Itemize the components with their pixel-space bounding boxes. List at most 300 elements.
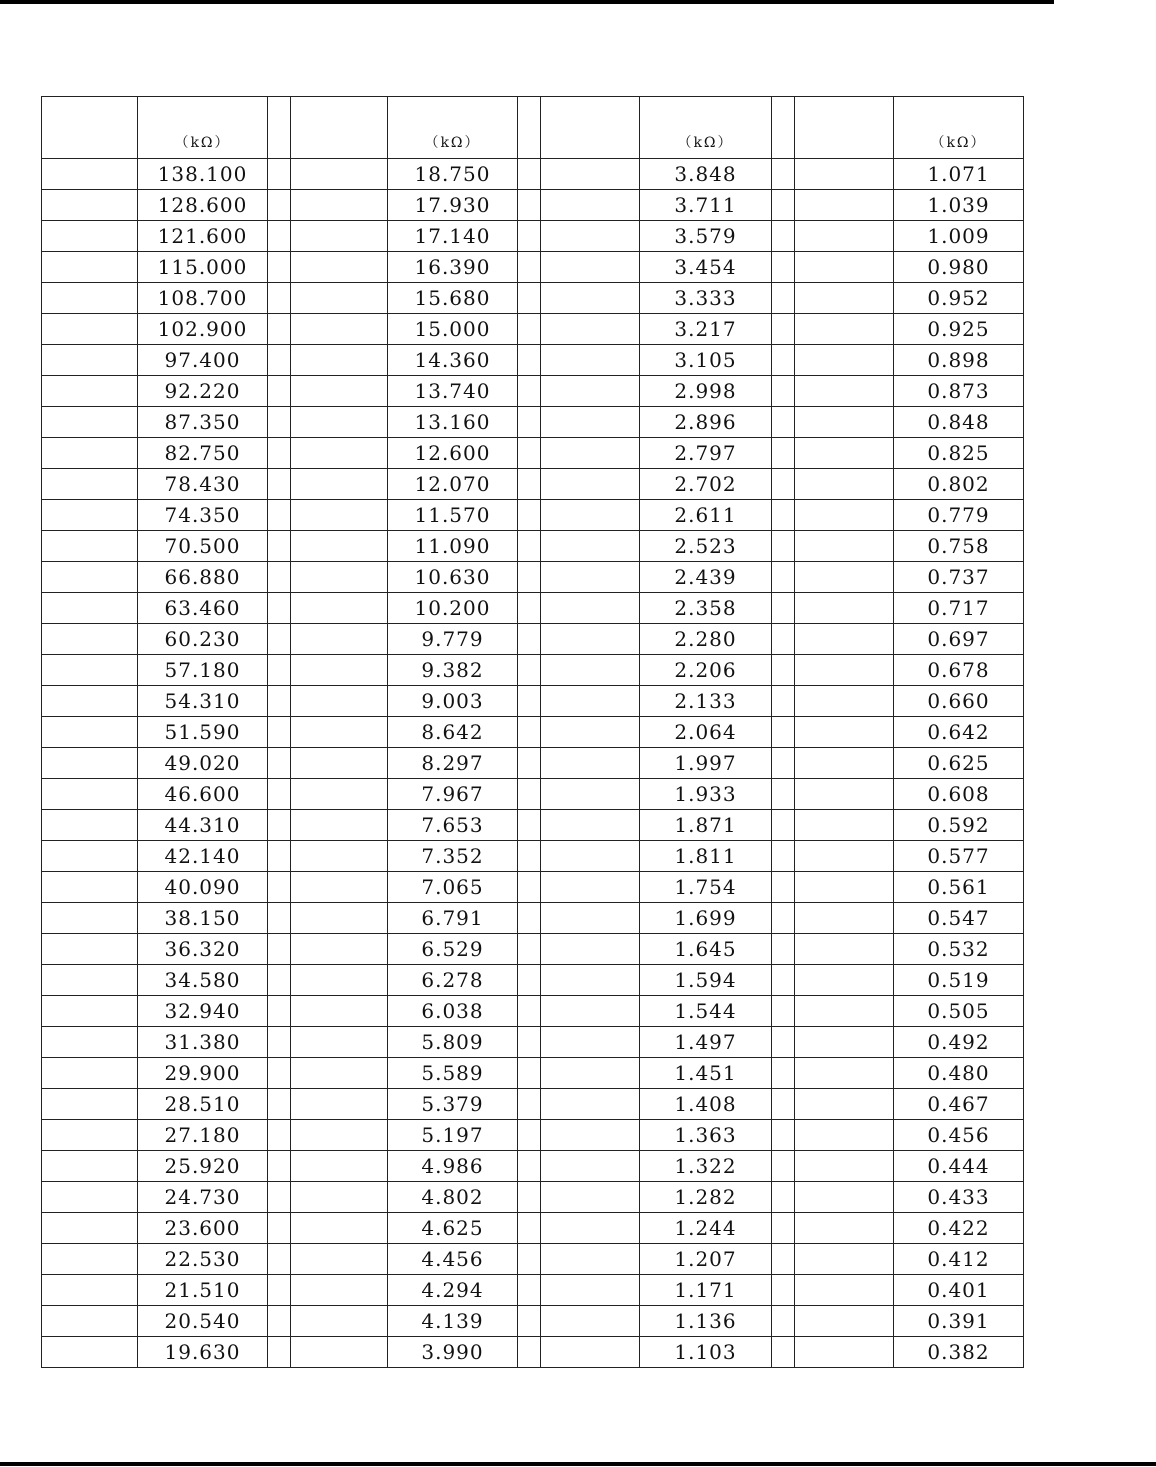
resistance-cell: 0.737: [894, 562, 1024, 593]
temp-cell: [541, 593, 640, 624]
table-row: [42, 252, 1024, 283]
resistance-cell: 20.540: [138, 1306, 268, 1337]
spacer-cell: [772, 1182, 795, 1213]
resistance-cell: 6.529: [388, 934, 518, 965]
spacer-cell: [518, 469, 541, 500]
temp-cell: [42, 1120, 138, 1151]
resistance-cell: 22.530: [138, 1244, 268, 1275]
temp-cell: [42, 872, 138, 903]
temp-header-2: [291, 97, 388, 159]
resistance-cell: 51.590: [138, 717, 268, 748]
resistance-cell: 1.594: [640, 965, 772, 996]
temp-cell: [795, 438, 894, 469]
spacer-cell: [518, 314, 541, 345]
resistance-cell: 1.363: [640, 1120, 772, 1151]
resistance-cell: 44.310: [138, 810, 268, 841]
temp-cell: [541, 1089, 640, 1120]
temp-header-3: [541, 97, 640, 159]
temp-cell: [541, 1275, 640, 1306]
temp-cell: [795, 469, 894, 500]
temp-cell: [541, 469, 640, 500]
spacer-cell: [518, 1275, 541, 1306]
resistance-cell: 14.360: [388, 345, 518, 376]
temp-cell: [291, 1027, 388, 1058]
resistance-cell: 9.003: [388, 686, 518, 717]
resistance-cell: 0.532: [894, 934, 1024, 965]
temp-cell: [291, 903, 388, 934]
table-row: [42, 717, 1024, 748]
resistance-cell: 4.986: [388, 1151, 518, 1182]
temp-header-1: [42, 97, 138, 159]
spacer-cell: [268, 965, 291, 996]
temp-cell: [541, 624, 640, 655]
resistance-cell: 10.200: [388, 593, 518, 624]
temp-cell: [42, 717, 138, 748]
resistance-cell: 0.898: [894, 345, 1024, 376]
spacer-cell: [518, 1120, 541, 1151]
resistance-cell: 1.244: [640, 1213, 772, 1244]
resistance-cell: 18.750: [388, 159, 518, 190]
temp-cell: [541, 655, 640, 686]
temp-cell: [541, 779, 640, 810]
resistance-cell: 19.630: [138, 1337, 268, 1368]
resistance-cell: 82.750: [138, 438, 268, 469]
temp-cell: [42, 841, 138, 872]
resistance-cell: 5.809: [388, 1027, 518, 1058]
temp-cell: [795, 1306, 894, 1337]
temp-cell: [291, 1182, 388, 1213]
resistance-cell: 25.920: [138, 1151, 268, 1182]
temp-cell: [541, 1027, 640, 1058]
temp-cell: [795, 779, 894, 810]
temp-cell: [541, 965, 640, 996]
resistance-cell: 1.171: [640, 1275, 772, 1306]
table-row: [42, 655, 1024, 686]
resistance-cell: 1.933: [640, 779, 772, 810]
temp-cell: [541, 1120, 640, 1151]
resistance-cell: 1.282: [640, 1182, 772, 1213]
temp-cell: [42, 469, 138, 500]
spacer-cell: [772, 1027, 795, 1058]
resistance-cell: 0.444: [894, 1151, 1024, 1182]
resistance-cell: 27.180: [138, 1120, 268, 1151]
resistance-cell: 2.206: [640, 655, 772, 686]
spacer-cell: [268, 221, 291, 252]
temp-cell: [795, 748, 894, 779]
resistance-cell: 2.797: [640, 438, 772, 469]
table-row: [42, 1182, 1024, 1213]
temp-cell: [795, 500, 894, 531]
spacer-cell: [518, 376, 541, 407]
temp-cell: [541, 717, 640, 748]
table-row: [42, 283, 1024, 314]
temp-cell: [291, 1244, 388, 1275]
resistance-cell: 0.422: [894, 1213, 1024, 1244]
temp-cell: [291, 810, 388, 841]
temp-cell: [42, 1337, 138, 1368]
spacer-cell: [772, 376, 795, 407]
spacer-cell: [518, 1089, 541, 1120]
temp-cell: [541, 1058, 640, 1089]
temp-cell: [291, 314, 388, 345]
temp-cell: [795, 655, 894, 686]
resistance-cell: 21.510: [138, 1275, 268, 1306]
temp-cell: [541, 841, 640, 872]
resistance-cell: 0.779: [894, 500, 1024, 531]
resistance-cell: 1.811: [640, 841, 772, 872]
spacer-cell: [268, 314, 291, 345]
temp-cell: [42, 655, 138, 686]
resistance-cell: 78.430: [138, 469, 268, 500]
resistance-header-2: [388, 97, 518, 159]
temp-cell: [291, 1120, 388, 1151]
temp-cell: [541, 345, 640, 376]
spacer-cell: [518, 965, 541, 996]
spacer-cell: [268, 345, 291, 376]
spacer-cell: [268, 624, 291, 655]
spacer-cell: [518, 717, 541, 748]
temp-cell: [795, 221, 894, 252]
table-row: [42, 903, 1024, 934]
temp-cell: [541, 748, 640, 779]
spacer-cell: [268, 748, 291, 779]
temp-cell: [291, 221, 388, 252]
spacer-cell: [268, 469, 291, 500]
resistance-cell: 0.642: [894, 717, 1024, 748]
spacer-cell: [268, 1058, 291, 1089]
resistance-cell: 23.600: [138, 1213, 268, 1244]
spacer-cell: [772, 252, 795, 283]
temp-cell: [795, 1275, 894, 1306]
resistance-cell: 12.600: [388, 438, 518, 469]
temp-cell: [291, 748, 388, 779]
spacer-cell: [268, 1275, 291, 1306]
spacer-cell: [772, 1337, 795, 1368]
temp-cell: [42, 903, 138, 934]
spacer-cell: [518, 996, 541, 1027]
table-row: [42, 376, 1024, 407]
temp-cell: [291, 996, 388, 1027]
resistance-cell: 2.439: [640, 562, 772, 593]
spacer-cell: [268, 996, 291, 1027]
resistance-cell: 54.310: [138, 686, 268, 717]
resistance-cell: 16.390: [388, 252, 518, 283]
header-row: [42, 97, 1024, 159]
temp-cell: [42, 686, 138, 717]
temp-cell: [291, 1089, 388, 1120]
resistance-cell: 0.480: [894, 1058, 1024, 1089]
resistance-cell: 3.990: [388, 1337, 518, 1368]
table-row: [42, 314, 1024, 345]
table-row: [42, 1213, 1024, 1244]
resistance-cell: 1.645: [640, 934, 772, 965]
table-row: [42, 996, 1024, 1027]
resistance-cell: 7.653: [388, 810, 518, 841]
resistance-cell: 2.133: [640, 686, 772, 717]
resistance-cell: 2.523: [640, 531, 772, 562]
resistance-cell: 0.467: [894, 1089, 1024, 1120]
resistance-cell: 2.064: [640, 717, 772, 748]
resistance-cell: 97.400: [138, 345, 268, 376]
temp-cell: [291, 1213, 388, 1244]
resistance-cell: 9.382: [388, 655, 518, 686]
resistance-cell: 17.140: [388, 221, 518, 252]
temp-cell: [291, 1058, 388, 1089]
table-row: [42, 872, 1024, 903]
table-row: [42, 407, 1024, 438]
temp-cell: [291, 159, 388, 190]
temp-cell: [42, 438, 138, 469]
resistance-cell: 0.758: [894, 531, 1024, 562]
resistance-cell: 128.600: [138, 190, 268, 221]
temp-cell: [291, 562, 388, 593]
spacer-cell: [268, 1027, 291, 1058]
temp-cell: [795, 903, 894, 934]
resistance-cell: 3.105: [640, 345, 772, 376]
temp-cell: [541, 810, 640, 841]
resistance-cell: 40.090: [138, 872, 268, 903]
table-row: [42, 779, 1024, 810]
resistance-header-1: [138, 97, 268, 159]
temp-cell: [42, 562, 138, 593]
temp-cell: [291, 779, 388, 810]
spacer-cell: [518, 655, 541, 686]
temp-cell: [795, 376, 894, 407]
resistance-cell: 2.358: [640, 593, 772, 624]
resistance-cell: 11.570: [388, 500, 518, 531]
resistance-cell: 0.802: [894, 469, 1024, 500]
temp-cell: [795, 1151, 894, 1182]
temp-cell: [795, 934, 894, 965]
spacer-cell: [268, 779, 291, 810]
temp-cell: [291, 345, 388, 376]
spacer-cell: [772, 748, 795, 779]
spacer-cell: [772, 1151, 795, 1182]
temp-cell: [795, 1120, 894, 1151]
temp-cell: [795, 345, 894, 376]
spacer-cell: [268, 872, 291, 903]
spacer-cell: [772, 841, 795, 872]
resistance-cell: 3.217: [640, 314, 772, 345]
spacer-cell: [772, 965, 795, 996]
spacer-cell: [772, 190, 795, 221]
resistance-cell: 1.699: [640, 903, 772, 934]
spacer-cell: [268, 500, 291, 531]
resistance-cell: 13.740: [388, 376, 518, 407]
temp-cell: [795, 314, 894, 345]
temp-cell: [42, 190, 138, 221]
resistance-cell: 0.925: [894, 314, 1024, 345]
temp-cell: [42, 1213, 138, 1244]
spacer-cell: [268, 1120, 291, 1151]
spacer-cell: [518, 1182, 541, 1213]
temp-cell: [541, 376, 640, 407]
temp-cell: [42, 407, 138, 438]
temp-cell: [291, 531, 388, 562]
resistance-cell: 3.711: [640, 190, 772, 221]
temp-cell: [291, 469, 388, 500]
resistance-cell: 4.456: [388, 1244, 518, 1275]
resistance-cell: 9.779: [388, 624, 518, 655]
temp-cell: [541, 190, 640, 221]
resistance-header-3: [640, 97, 772, 159]
table-row: [42, 748, 1024, 779]
resistance-cell: 5.379: [388, 1089, 518, 1120]
resistance-cell: 0.678: [894, 655, 1024, 686]
temp-cell: [541, 1337, 640, 1368]
resistance-cell: 66.880: [138, 562, 268, 593]
spacer-cell: [268, 159, 291, 190]
spacer-cell: [772, 1058, 795, 1089]
temp-cell: [795, 1337, 894, 1368]
spacer-cell: [268, 934, 291, 965]
resistance-cell: 0.505: [894, 996, 1024, 1027]
resistance-cell: 38.150: [138, 903, 268, 934]
top-rule: [0, 0, 1054, 4]
spacer-cell: [268, 407, 291, 438]
resistance-cell: 12.070: [388, 469, 518, 500]
resistance-cell: 3.848: [640, 159, 772, 190]
temp-cell: [42, 1244, 138, 1275]
temp-cell: [291, 252, 388, 283]
resistance-cell: 1.544: [640, 996, 772, 1027]
resistance-cell: 1.071: [894, 159, 1024, 190]
table-row: [42, 159, 1024, 190]
unit-label: （kΩ）: [930, 135, 987, 151]
temp-cell: [541, 903, 640, 934]
resistance-cell: 7.065: [388, 872, 518, 903]
resistance-cell: 42.140: [138, 841, 268, 872]
temp-cell: [541, 283, 640, 314]
spacer-cell: [518, 252, 541, 283]
resistance-cell: 60.230: [138, 624, 268, 655]
resistance-cell: 0.456: [894, 1120, 1024, 1151]
temp-header-4: [795, 97, 894, 159]
resistance-cell: 1.136: [640, 1306, 772, 1337]
resistance-cell: 0.391: [894, 1306, 1024, 1337]
temp-cell: [42, 748, 138, 779]
table-row: [42, 345, 1024, 376]
temp-cell: [291, 934, 388, 965]
spacer-cell: [772, 996, 795, 1027]
temp-cell: [541, 1213, 640, 1244]
temp-cell: [42, 1182, 138, 1213]
spacer-cell: [772, 407, 795, 438]
spacer-cell: [772, 531, 795, 562]
bottom-rule: [0, 1462, 1156, 1466]
spacer-cell: [268, 283, 291, 314]
temp-cell: [291, 376, 388, 407]
spacer-cell: [518, 903, 541, 934]
temp-cell: [541, 1182, 640, 1213]
table-row: [42, 500, 1024, 531]
spacer-cell: [772, 872, 795, 903]
table-row: [42, 1337, 1024, 1368]
spacer-cell: [772, 1213, 795, 1244]
resistance-cell: 1.207: [640, 1244, 772, 1275]
resistance-cell: 2.611: [640, 500, 772, 531]
temp-cell: [291, 1337, 388, 1368]
temp-cell: [291, 283, 388, 314]
temp-cell: [291, 500, 388, 531]
spacer-cell: [268, 655, 291, 686]
resistance-cell: 29.900: [138, 1058, 268, 1089]
spacer-cell: [518, 221, 541, 252]
resistance-cell: 2.896: [640, 407, 772, 438]
resistance-cell: 17.930: [388, 190, 518, 221]
resistance-header-4: [894, 97, 1024, 159]
temp-cell: [541, 996, 640, 1027]
spacer-cell: [772, 934, 795, 965]
temp-cell: [42, 934, 138, 965]
temp-cell: [42, 624, 138, 655]
spacer-cell: [268, 717, 291, 748]
spacer-cell: [268, 252, 291, 283]
table-row: [42, 531, 1024, 562]
spacer-cell: [518, 283, 541, 314]
resistance-cell: 0.848: [894, 407, 1024, 438]
unit-label: （kΩ）: [424, 135, 481, 151]
temp-cell: [795, 686, 894, 717]
table-row: [42, 1151, 1024, 1182]
spacer-cell: [772, 159, 795, 190]
temp-cell: [541, 1306, 640, 1337]
resistance-cell: 6.278: [388, 965, 518, 996]
temp-cell: [42, 283, 138, 314]
resistance-cell: 0.697: [894, 624, 1024, 655]
spacer-cell: [268, 376, 291, 407]
spacer-cell: [772, 1089, 795, 1120]
temp-cell: [42, 345, 138, 376]
temp-cell: [291, 593, 388, 624]
resistance-cell: 1.322: [640, 1151, 772, 1182]
temp-cell: [795, 1244, 894, 1275]
spacer-cell: [772, 655, 795, 686]
resistance-table: [41, 96, 1024, 1368]
resistance-cell: 0.577: [894, 841, 1024, 872]
temp-cell: [795, 810, 894, 841]
temp-cell: [42, 1058, 138, 1089]
spacer-cell: [518, 438, 541, 469]
temp-cell: [42, 221, 138, 252]
resistance-cell: 0.519: [894, 965, 1024, 996]
resistance-cell: 2.998: [640, 376, 772, 407]
temp-cell: [795, 190, 894, 221]
temp-cell: [795, 872, 894, 903]
temp-cell: [42, 500, 138, 531]
resistance-cell: 0.547: [894, 903, 1024, 934]
temp-cell: [42, 252, 138, 283]
spacer-cell: [518, 562, 541, 593]
temp-cell: [42, 779, 138, 810]
temp-cell: [42, 593, 138, 624]
resistance-cell: 7.352: [388, 841, 518, 872]
table-row: [42, 469, 1024, 500]
resistance-cell: 8.642: [388, 717, 518, 748]
temp-cell: [541, 872, 640, 903]
resistance-cell: 0.401: [894, 1275, 1024, 1306]
temp-cell: [42, 1027, 138, 1058]
resistance-cell: 4.294: [388, 1275, 518, 1306]
resistance-cell: 108.700: [138, 283, 268, 314]
spacer-cell: [772, 562, 795, 593]
spacer-cell: [518, 779, 541, 810]
temp-cell: [541, 934, 640, 965]
spacer-cell: [518, 500, 541, 531]
resistance-cell: 1.497: [640, 1027, 772, 1058]
temp-cell: [291, 190, 388, 221]
spacer-cell: [518, 1306, 541, 1337]
